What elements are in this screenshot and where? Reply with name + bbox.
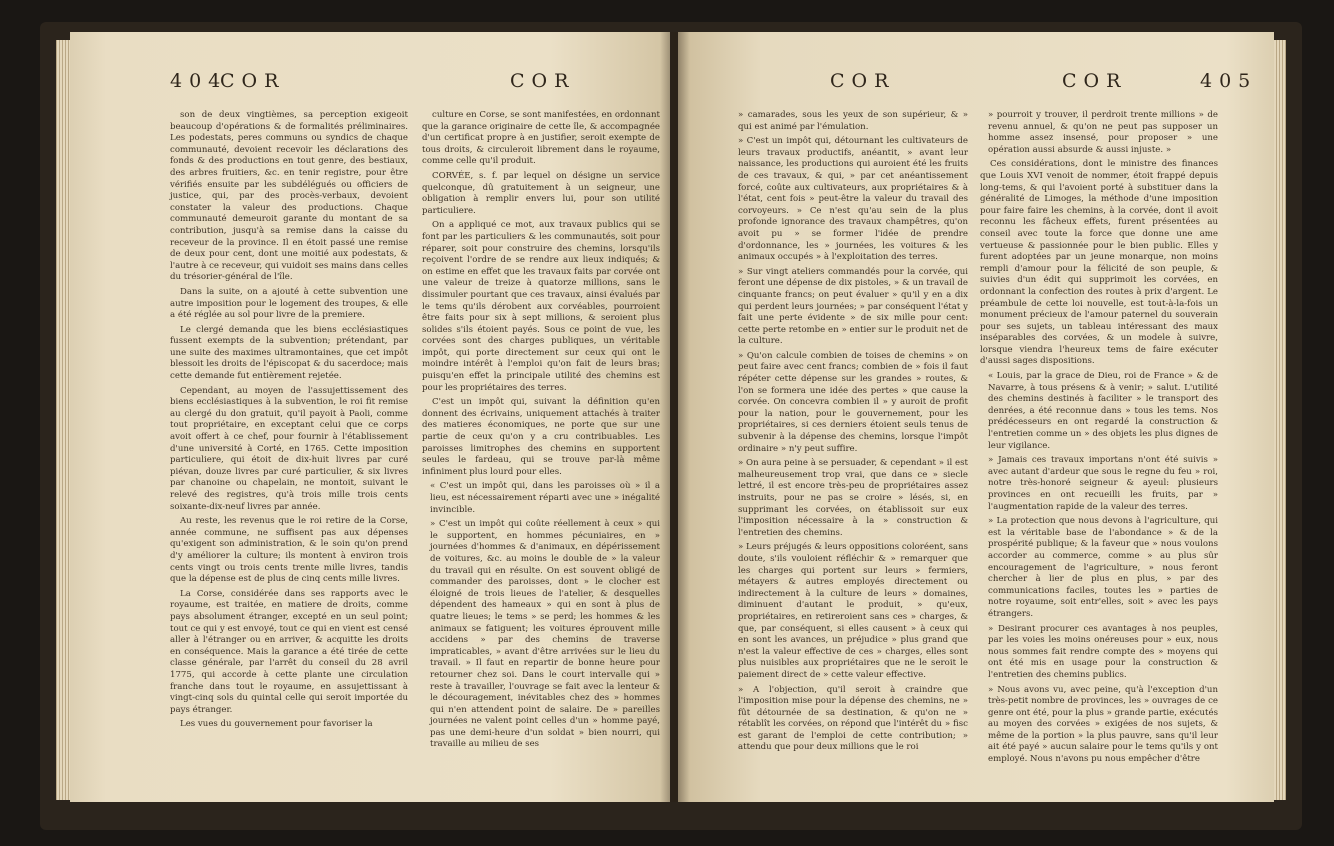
running-head: COR — [1062, 70, 1128, 92]
page-number: 404 — [170, 70, 228, 92]
book-gutter — [660, 32, 690, 802]
left-page-header — [70, 70, 670, 100]
page-number: 405 — [1200, 70, 1258, 92]
right-page — [678, 32, 1274, 802]
paragraph: » Desirant procurer ces avantages à nos peuples, par les voies les moins onéreuses pour » eux, nous nous sommes fait rendre compte des » moyens qui ont été mis en usage pour la construction & l'entretien des chemins publics. — [988, 623, 1218, 680]
text-column-2 — [422, 110, 660, 754]
paragraph: » C'est un impôt qui coûte réellement à ceux » qui le supportent, en hommes pécuniaires, en » journées d'hommes & d'animaux, en dépérissement de voitures, &c. au moins le double de » la valeur du travail qui en résulte. On est souvent obligé de commander des paroisses, dont » le clocher est éloigné de trois lieues de l'atelier, & desquelles dépendent des hameaux » qui en sont à plus de quatre lieues; le tems » se perd; les hommes & les animaux se fatiguent; les voitures éprouvent mille accidens » par des chemins de traverse impraticables, » avant d'être arrivées sur le lieu du travail. » Il faut en repartir de bonne heure pour retourner chez soi. Dans le court intervalle qui » reste à travailler, l'ouvrage se fait avec la lenteur & le découragement, inévitables chez des » hommes qui n'en attendent point de salaire. De » pareilles journées ne valent point celles d'un » homme payé, pas une demi-heure d'un soldat » bien nourri, qui travaille au milieu de ses — [430, 519, 660, 750]
text-column-2 — [980, 110, 1218, 769]
left-page — [70, 32, 670, 802]
paragraph: « Louis, par la grace de Dieu, roi de France » & de Navarre, à tous présens & à venir; » salut. L'utilité des chemins destinés à faciliter » le transport des denrées, a été reconnue dans » tous les tems. Nos prédécesseurs en ont regardé la construction & l'entretien comme un » des objets les plus dignes de leur vigilance. — [988, 371, 1218, 451]
running-head: COR — [220, 70, 286, 92]
paragraph: Au reste, les revenus que le roi retire de la Corse, année commune, ne suffisent pas aux dépenses qu'exigent son administration, & le soin qu'on prend d'y améliorer la culture; ils montent à environ trois cents vingt ou trois cents trente mille livres, tandis que la dépense est de plus de cinq cents mille livres. — [170, 516, 408, 585]
paragraph: » C'est un impôt qui, détournant les cultivateurs de leurs travaux productifs, anéantit, » avant leur naissance, les productions qui auroient été les fruits de ces travaux, & qui, » par cet anéantissement forcé, coûte aux cultivateurs, aux propriétaires & à l'état, cent fois » peut-être la valeur du travail des corvoyeurs. » Ce n'est qu'au sein de la plus profonde ignorance des travaux champêtres, qu'on avoit pu » se former l'idée de prendre d'ordonnance, les » journées, les voitures & les animaux occupés » à l'exploitation des terres. — [738, 136, 968, 263]
paragraph: C'est un impôt qui, suivant la définition qu'en donnent des écrivains, uniquement attachés à traiter des matieres économiques, ne porte que sur une partie de ceux qu'on y a cru contribuables. Les paroisses limitrophes des chemins en supportent seules le fardeau, qui se trouve par-là même infiniment plus lourd pour elles. — [422, 397, 660, 477]
paragraph: « C'est un impôt qui, dans les paroisses où » il a lieu, est nécessairement réparti avec une » inégalité invincible. — [430, 481, 660, 515]
paragraph: La Corse, considérée dans ses rapports avec le royaume, est traitée, en matiere de droits, comme pays absolument étranger, excepté en un seul point; tout ce qui y est envoyé, tout ce qui en vient est censé aller à l'étranger ou en arriver, & acquitte les droits en conséquence. Mais la garance a été tirée de cette classe générale, par l'arrêt du conseil du 28 avril 1775, qui accorde à cette plante une circulation franche dans tout le royaume, en assujettissant à vingt-cinq sols du quintal celle qui seroit importée du pays étranger. — [170, 588, 408, 715]
paragraph: » camarades, sous les yeux de son supérieur, & » qui est animé par l'émulation. — [738, 110, 968, 132]
paragraph: » Qu'on calcule combien de toises de chemins » on peut faire avec cent francs; combien de » fois il faut répéter cette dépense sur les grandes » routes, & l'on se formera une idée des pertes » que cause la corvée. On concevra combien il » y auroit de profit pour la nation, pour le gouvernement, pour les propriétaires, si ces derniers étoient seuls tenus de subvenir à la dépense des chemins, lorsque l'impôt ordinaire » n'y peut suffire. — [738, 350, 968, 454]
paragraph: Les vues du gouvernement pour favoriser la — [180, 719, 373, 730]
paragraph: son de deux vingtièmes, sa perception exigeoit beaucoup d'opérations & de formalités préliminaires. Les podestats, peres communs ou syndics de chaque communauté, devoient recevoir les déclarations des fonds & des productions en tout genre, des bestiaux, des arbres fruitiers, &c. en tenir registre, pour être vérifiés ensuite par les subdélégués ou officiers de justice, qui, par des procès-verbaux, devoient constater la valeur des productions. Chaque communauté demeuroit garante du montant de sa contribution, jusqu'à sa remise dans la caisse du receveur de la province. Il en étoit passé une remise de deux pour cent, dont une moitié aux podestats, & l'autre à ce receveur, qui vuidoit ses mains dans celles du trésorier-général de l'île. — [170, 110, 408, 283]
running-head: COR — [510, 70, 576, 92]
paragraph: Ces considérations, dont le ministre des finances que Louis XVI venoit de nommer, étoit frappé depuis long-tems, & qui l'avoient porté à substituer dans la généralité de Limoges, la méthode d'une imposition pour faire faire les chemins, à la corvée, dont il avoit reconnu les fâcheux effets, furent présentées au conseil avec toute la force que donne une ame vertueuse & passionnée pour le bien public. Elles y furent adoptées par un jeune monarque, non moins rempli d'amour pour la félicité de son peuple, & suivies d'un édit qui supprimoit les corvées, en ordonnant la confection des routes à prix d'argent. Le préambule de cette loi nouvelle, est tout-à-la-fois un monument précieux de l'amour paternel du souverain pour ses sujets, un tableau intéressant des maux inséparables des corvées, & un modele à suivre, lorsque viendra l'heureux tems de faire exécuter d'aussi sages dispositions. — [980, 159, 1218, 367]
paragraph: » Sur vingt ateliers commandés pour la corvée, qui feront une dépense de dix pistoles, » & un travail de cinquante francs; on peut évaluer » qu'il y en a dix qui perdent leurs journées; » par conséquent l'état y fait une perte évidente » de six mille pour cent: cette perte retombe en » entier sur le produit net de la culture. — [738, 266, 968, 347]
paragraph: » Nous avons vu, avec peine, qu'à l'exception d'un très-petit nombre de provinces, les » ouvrages de ce genre ont été, pour la plus » grande partie, exécutés au moyen des corvées » exigées de nos sujets, & même de la portion » la plus pauvre, sans qu'il leur ait été payé » aucun salaire pour le tems qu'ils y ont employé. Nous n'avons pu nous empêcher d'être — [988, 684, 1218, 765]
paragraph: On a appliqué ce mot, aux travaux publics qui se font par les particuliers & les communautés, soit pour réparer, soit pour construire des chemins, lorsqu'ils reçoivent l'ordre de se rendre aux lieux indiqués; & on estime en effet que les travaux faits par corvée ont une valeur de treize à quatorze millions, sans le dissimuler pourtant que ces travaux, ainsi évalués par le tems qu'ils dérobent aux corvéables, pourroient être faits pour six à sept millions, & seroient plus solides s'ils étoient payés. Sous ce point de vue, les corvées sont des charges publiques, un véritable impôt, qui porte directement sur ceux qui ont le moindre intérêt à l'emploi qu'on fait de leurs bras; puisqu'en effet la principale utilité des chemins est pour les propriétaires des terres. — [422, 220, 660, 393]
paragraph: » Jamais ces travaux importans n'ont été suivis » avec autant d'ardeur que sous le regne du feu » roi, notre très-honoré seigneur & ayeul: plusieurs provinces en ont recueilli les fruits, par » l'augmentation rapide de la valeur des terres. — [988, 455, 1218, 512]
paragraph: » On aura peine à se persuader, & cependant » il est malheureusement trop vrai, que dans ce » siecle lettré, il est encore très-peu de propriétaires assez instruits, pour ne pas se croire » lésés, si, en supprimant les corvées, on établissoit sur eux l'imposition nécessaire à la » construction & l'entretien des chemins. — [738, 458, 968, 538]
text-column-1 — [730, 110, 968, 757]
paragraph: Cependant, au moyen de l'assujettissement des biens ecclésiastiques à la subvention, le roi fit remise au clergé du don gratuit, qu'il payoit à Paoli, comme tout propriétaire, en exceptant celui que ce corps avoit offert à ce chef, pour fournir à l'établissement d'une université à Corté, en 1765. Cette imposition particuliere, qui étoit de dix-huit livres par curé piévan, douze livres par curé particulier, & six livres par chanoine ou chapelain, ne montoit, suivant le relevé des registres, qu'à trois mille trois cents soixante-dix-neuf livres par année. — [170, 385, 408, 512]
paragraph: CORVÉE, s. f. par lequel on désigne un service quelconque, dû gratuitement à un seigneur, une obligation à remplir envers lui, pour son utilité particuliere. — [422, 170, 660, 216]
paragraph: Le clergé demanda que les biens ecclésiastiques fussent exempts de la subvention; prétendant, par une suite des maximes ultramontaines, que cet impôt blessoit les droits de l'épiscopat & du sacerdoce; mais cette demande fut entièrement rejetée. — [170, 324, 408, 382]
running-head: COR — [830, 70, 896, 92]
text-column-1 — [170, 110, 408, 734]
paragraph: » A l'objection, qu'il seroit à craindre que l'imposition mise pour la dépense des chemins, ne » fût détournée de sa destination, & qu'on ne » rétablît les corvées, on répond que l'intérêt du » fisc est garant de l'emploi de cette contribution; » attendu que pour deux millions que le roi — [738, 684, 968, 753]
right-page-header — [678, 70, 1274, 100]
paragraph: » La protection que nous devons à l'agriculture, qui est la véritable base de l'abondance » & de la prospérité publique; & la faveur que » nous voulons accorder au commerce, comme » au plus sûr encouragement de l'agriculture, » nous feront chercher à lier de plus en plus, » par des communications faciles, toutes les » parties de notre royaume, soit entr'elles, soit » avec les pays étrangers. — [988, 516, 1218, 619]
paragraph: Dans la suite, on a ajouté à cette subvention une autre imposition pour le logement des troupes, & elle a été réglée au sol pour livre de la premiere. — [170, 286, 408, 321]
paragraph: » pourroit y trouver, il perdroit trente millions » de revenu annuel, & qu'on ne peut pas supposer un homme assez insensé, pour proposer » une opération aussi absurde & aussi injuste. » — [988, 110, 1218, 155]
paragraph: » Leurs préjugés & leurs oppositions coloréent, sans doute, s'ils vouloient réfléchir & » remarquer que les charges qui portent sur leurs » fermiers, métayers & autres employés directement ou indirectement à la culture de leurs » domaines, diminuent d'autant le produit, » qu'eux, propriétaires, en retireroient sans ces » charges, & que, par conséquent, si elles causent » à ceux qui en sont les avances, un préjudice » plus grand que n'est la valeur effective de ces » charges, elles sont plus nuisibles aux propriétaires que ne le seroit le paiement direct de » cette valeur effective. — [738, 542, 968, 680]
paragraph: culture en Corse, se sont manifestées, en ordonnant que la garance originaire de cette île, & accompagnée d'un certificat propre à en justifier, seroit exempte de tous droits, & circuleroit librement dans le royaume, comme celle qu'il produit. — [422, 110, 660, 167]
